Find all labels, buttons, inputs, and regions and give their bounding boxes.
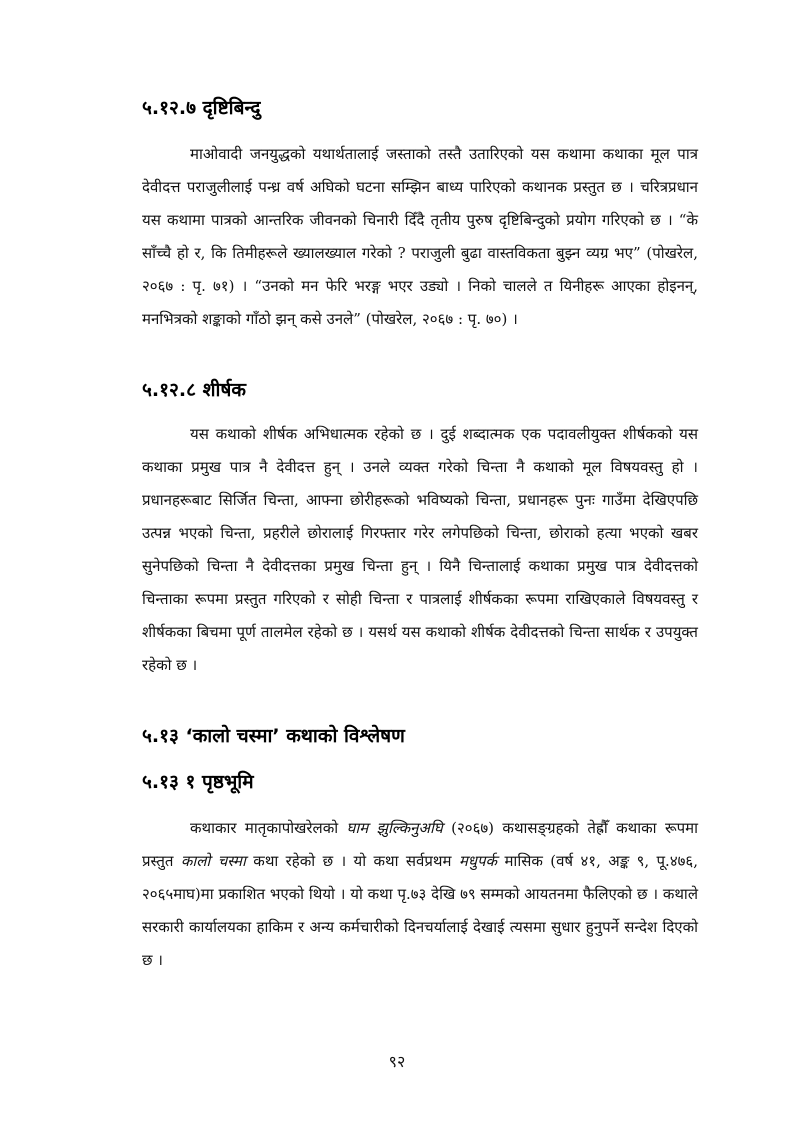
story-title-italic: कालो चस्मा [180, 852, 246, 870]
section-heading-kalo-chasma-analysis: ५.१३ ‘कालो चस्मा’ कथाको विश्लेषण [142, 725, 405, 747]
section-heading-background: ५.१३ १ पृष्ठभूमि [142, 771, 254, 793]
page-number: ९२ [388, 1052, 406, 1071]
background-text-3: कथा रहेको छ । यो कथा सर्वप्रथम [245, 852, 459, 870]
background-text-2: (२०६७) कथासङ्ग्रहको तेह्रौँ कथाका रूपमा प्रस्तुत [142, 819, 698, 870]
paragraph-background [142, 812, 698, 977]
section-heading-title: ५.१२.८ शीर्षक [142, 379, 246, 401]
background-text-1: कथाकार मातृकापोखरेलको [190, 819, 347, 837]
paragraph-viewpoint: माओवादी जनयुद्धको यथार्थतालाई जस्ताको तस्तै उतारिएको यस कथामा कथाका मूल पात्र देवीदत्त पराजुलीलाई पन्ध्र वर्ष अघिको घटना सम्झिन बाध्य पारिएको कथानक प्रस्तुत छ । चरित्रप्रधान यस कथामा पात्रको आन्तरिक जीवनको चिनारी दिँदै तृतीय पुरुष दृष्टिबिन्दुको प्रयोग गरिएको छ । “के साँच्चै हो र, कि तिमीहरूले ख्यालख्याल गरेको ? पराजुली बुढा वास्तविकता बुझ्न व्यग्र भए” (पोखरेल, २०६७ : पृ. ७१) । “उनको मन फेरि भरङ्ग भएर उड्यो । निको चालले त यिनीहरू आएका होइनन्, मनभित्रको शङ्काको गाँठो झन् कसे उनले” (पोखरेल, २०६७ : पृ. ७०) । [142, 145, 698, 328]
paragraph-title: यस कथाको शीर्षक अभिधात्मक रहेको छ । दुई शब्दात्मक एक पदावलीयुक्त शीर्षकको यस कथाका प्रमुख पात्र नै देवीदत्त हुन् । उनले व्यक्त गरेको चिन्ता नै कथाको मूल विषयवस्तु हो । प्रधानहरूबाट सिर्जित चिन्ता, आफ्ना छोरीहरूको भविष्यको चिन्ता, प्रधानहरू पुनः गाउँमा देखिएपछि उत्पन्न भएको चिन्ता, प्रहरीले छोरालाई गिरफ्तार गरेर लगेपछिको चिन्ता, छोराको हत्या भएको खबर सुनेपछिको चिन्ता नै देवीदत्तका प्रमुख चिन्ता हुन् । यिनै चिन्तालाई कथाका प्रमुख पात्र देवीदत्तको चिन्ताका रूपमा प्रस्तुत गरिएको र सोही चिन्ता र पात्रलाई शीर्षकका रूपमा राखिएकाले विषयवस्तु र शीर्षकका बिचमा पूर्ण तालमेल रहेको छ । यसर्थ यस कथाको शीर्षक देवीदत्तको चिन्ता सार्थक र उपयुक्त रहेको छ । [142, 425, 698, 674]
magazine-title-italic: मधुपर्क [458, 852, 498, 870]
background-text-4: मासिक (वर्ष ४१, अङ्क ९, पू.४७६, २०६५माघ)मा प्रकाशित भएको थियो । यो कथा पृ.७३ देखि ७९ सम्मको आयतनमा फैलिएको छ । कथाले सरकारी कार्यालयका हाकिम र अन्य कर्मचारीको दिनचर्यालाई देखाई त्यसमा सुधार हुनुपर्ने सन्देश दिएको छ । [142, 852, 698, 969]
section-heading-viewpoint: ५.१२.७ दृष्टिबिन्दु [142, 97, 261, 119]
book-title-italic: घाम झुल्किनुअघि [346, 819, 443, 837]
